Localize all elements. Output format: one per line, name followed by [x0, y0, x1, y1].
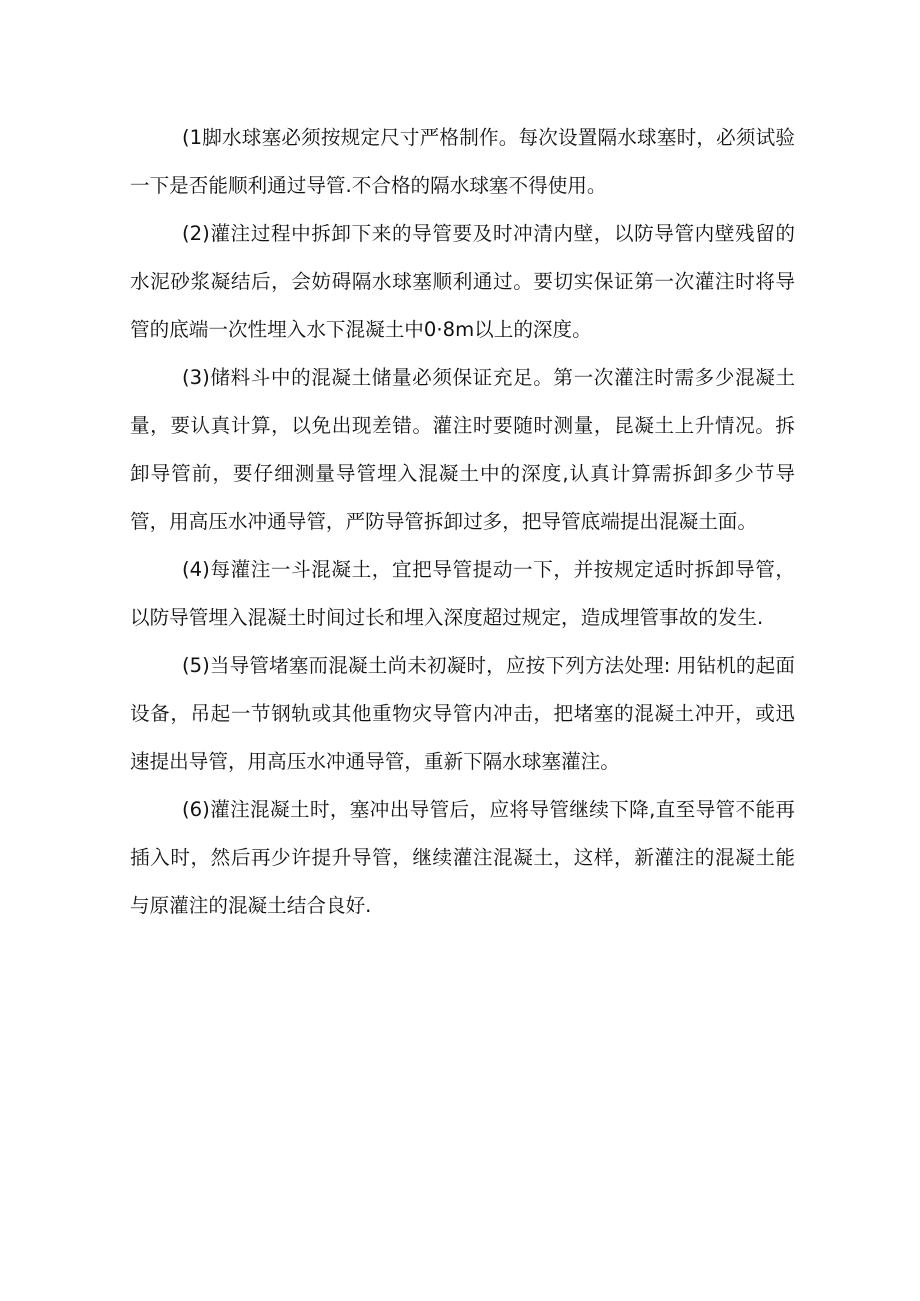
document-body: [130, 114, 795, 930]
paragraph-3: (3)储料斗中的混凝土储量必须保证充足。第一次灌注时需多少混凝土量，要认真计算，以免出现差错。灌注时要随时测量，昆凝土上升情况。拆卸导管前，要仔细测量导管埋入混凝土中的深度,认真计算需拆卸多少节导管，用高压水冲通导管，严防导管拆卸过多，把导管底端提出混凝土面。: [130, 366, 795, 533]
paragraph-1: (1脚水球塞必须按规定尺寸严格制作。每次设置隔水球塞时，必须试验一下是否能顺利通过导管.不合格的隔水球塞不得使用。: [130, 126, 795, 197]
paragraph-2: (2)灌注过程中拆卸下来的导管要及时冲清内壁，以防导管内壁残留的水泥砂浆凝结后，会妨碍隔水球塞顺利通过。要切实保证第一次灌注时将导管的底端一次性埋入水下混凝土中0·8m以上的深度。: [130, 222, 795, 341]
paragraph-4: (4)每灌注一斗混凝土，宜把导管提动一下，并按规定适时拆卸导管，以防导管埋入混凝土时间过长和埋入深度超过规定，造成埋管事故的发生.: [130, 558, 795, 629]
paragraph-6: (6)灌注混凝土时，塞冲出导管后，应将导管继续下降,直至导管不能再插入时，然后再少许提升导管，继续灌注混凝土，这样，新灌注的混凝土能与原灌注的混凝土结合良好.: [130, 798, 795, 917]
paragraph-5: (5)当导管堵塞而混凝土尚未初凝时，应按下列方法处理: 用钻机的起面设备，吊起一节钢轨或其他重物灾导管内冲击，把堵塞的混凝土冲开，或迅速提出导管，用高压水冲通导管，重新下隔水球塞灌注。: [130, 654, 795, 773]
